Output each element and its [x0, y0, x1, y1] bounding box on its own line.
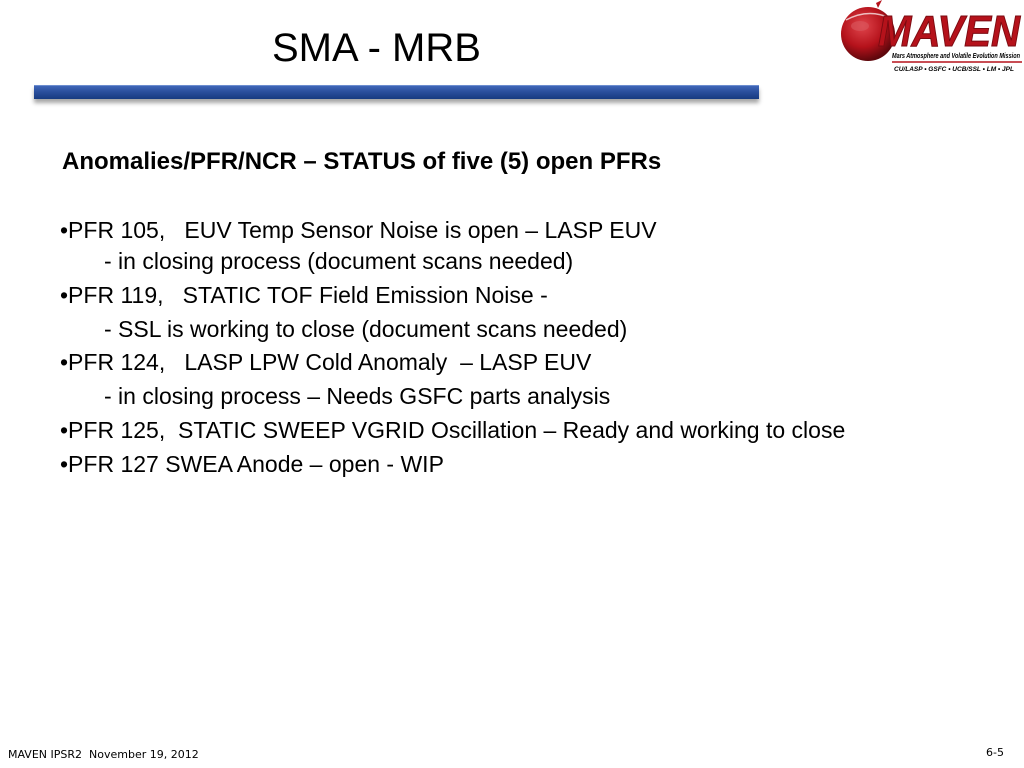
pfr-124-line: •PFR 124, LASP LPW Cold Anomaly – LASP EUV [60, 349, 592, 375]
pfr-105-line: •PFR 105, EUV Temp Sensor Noise is open – LASP EUV [60, 217, 657, 243]
section-heading: Anomalies/PFR/NCR – STATUS of five (5) open PFRs [62, 148, 662, 175]
page-number: 6-5 [986, 746, 1004, 759]
logo-wordmark: MAVEN [878, 7, 1022, 56]
pfr-124-detail: - in closing process – Needs GSFC parts analysis [104, 383, 611, 409]
pfr-105-detail: - in closing process (document scans needed) [104, 248, 574, 274]
pfr-127-line: •PFR 127 SWEA Anode – open - WIP [60, 451, 444, 477]
pfr-119-line: •PFR 119, STATIC TOF Field Emission Noise - [60, 282, 548, 308]
slide-title: SMA - MRB [272, 26, 481, 70]
logo-tagline: Mars Atmosphere and Volatile Evolution Mission [892, 53, 1020, 60]
pfr-119-detail: - SSL is working to close (document scans needed) [104, 316, 628, 342]
footer-text: MAVEN IPSR2 November 19, 2012 [8, 748, 199, 761]
maven-logo [838, 0, 1024, 78]
pfr-125-line: •PFR 125, STATIC SWEEP VGRID Oscillation – Ready and working to close [60, 417, 846, 443]
logo-partners: CU/LASP • GSFC • UCB/SSL • LM • JPL [894, 66, 1015, 73]
title-underline-bar [34, 85, 759, 99]
